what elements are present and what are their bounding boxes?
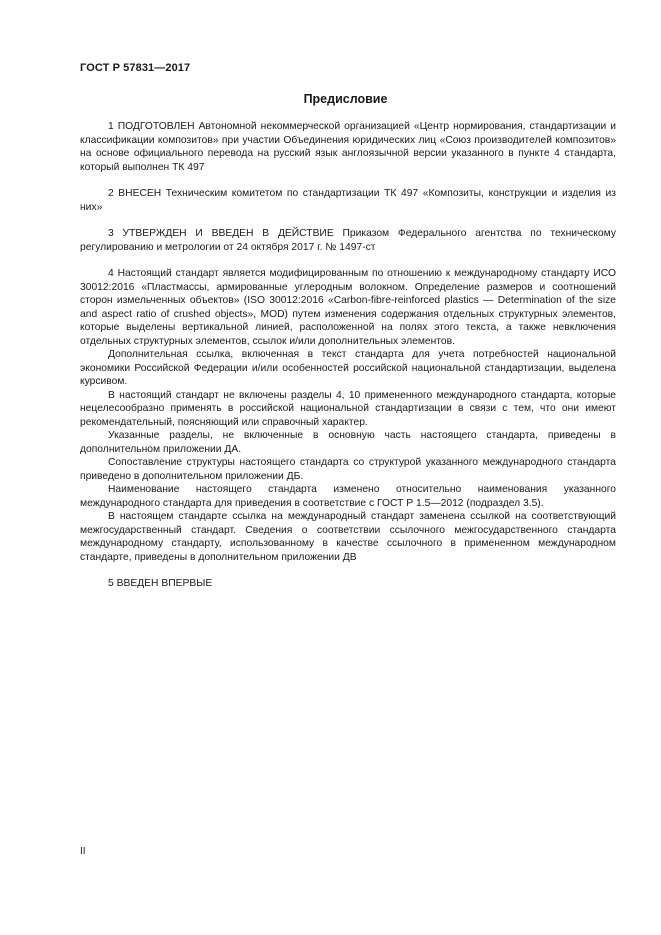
foreword-title: Предисловие: [303, 92, 388, 106]
paragraph-title-change: Наименование настоящего стандарта изменено относительно наименования указанного международного стандарта для приведения в соответствие с ГОСТ Р 1.5—2012 (подраздел 3.5).: [80, 484, 616, 509]
paragraph-annex-db: Сопоставление структуры настоящего стандарта со структурой указанного международного стандарта приведено в дополнительном приложении ДБ.: [80, 457, 616, 482]
item-5-first-introduced: 5 ВВЕДЕН ВПЕРВЫЕ: [108, 578, 213, 589]
paragraph-annex-da: Указанные разделы, не включенные в основную часть настоящего стандарта, приведены в дополнительном приложении ДА.: [80, 430, 616, 455]
item-2-introduced: 2 ВНЕСЕН Техническим комитетом по стандартизации ТК 497 «Композиты, конструкции и изделия из них»: [80, 188, 616, 213]
document-code: ГОСТ Р 57831—2017: [80, 62, 191, 74]
foreword-content: [80, 120, 616, 591]
paragraph-excluded-sections: В настоящий стандарт не включены разделы 4, 10 примененного международного стандарта, которые нецелесообразно применять в российской национальной стандартизации в связи с тем, что они имеют рекомендательный, поясняющий или справочный характер.: [80, 389, 616, 428]
page-number: II: [80, 846, 86, 857]
item-1-prepared: 1 ПОДГОТОВЛЕН Автономной некоммерческой организацией «Центр нормирования, стандартизации и классификации композитов» при участии Объединения юридических лиц «Союз производителей композитов» на основе официального перевода на русский язык англоязычной версии указанного в пункте 4 стандарта, который выполнен ТК 497: [80, 121, 616, 173]
paragraph-additional-reference: Дополнительная ссылка, включенная в текст стандарта для учета потребностей национальной экономики Российской Федерации и/или особенностей российской национальной стандартизации, выделена курсивом.: [80, 349, 616, 387]
paragraph-annex-dv: В настоящем стандарте ссылка на международный стандарт заменена ссылкой на соответствующий межгосударственный стандарт. Сведения о соответствии ссылочного межгосударственного стандарта международному стандарту, использованному в качестве ссылочного в примененном международном стандарте, приведены в дополнительном приложении ДВ: [80, 511, 616, 563]
item-4-modification: 4 Настоящий стандарт является модифицированным по отношению к международному стандарту ИСО 30012:2016 «Пластмассы, армированные углеродным волокном. Определение размеров и соотношений сторон измельченных объектов» (ISO 30012:2016 «Carbon-fibre-reinforced plastics — Determination of the size and aspect ratio of crushed objects», MOD) путем изменения содержания отдельных структурных элементов, которые выделены вертикальной линией, расположенной на полях этого текста, а также невключения отдельных структурных элементов, ссылок и/или дополнительных элементов.: [80, 268, 616, 347]
item-3-approved: 3 УТВЕРЖДЕН И ВВЕДЕН В ДЕЙСТВИЕ Приказом Федерального агентства по техническому регулированию и метрологии от 24 октября 2017 г. № 1497-ст: [80, 228, 616, 253]
